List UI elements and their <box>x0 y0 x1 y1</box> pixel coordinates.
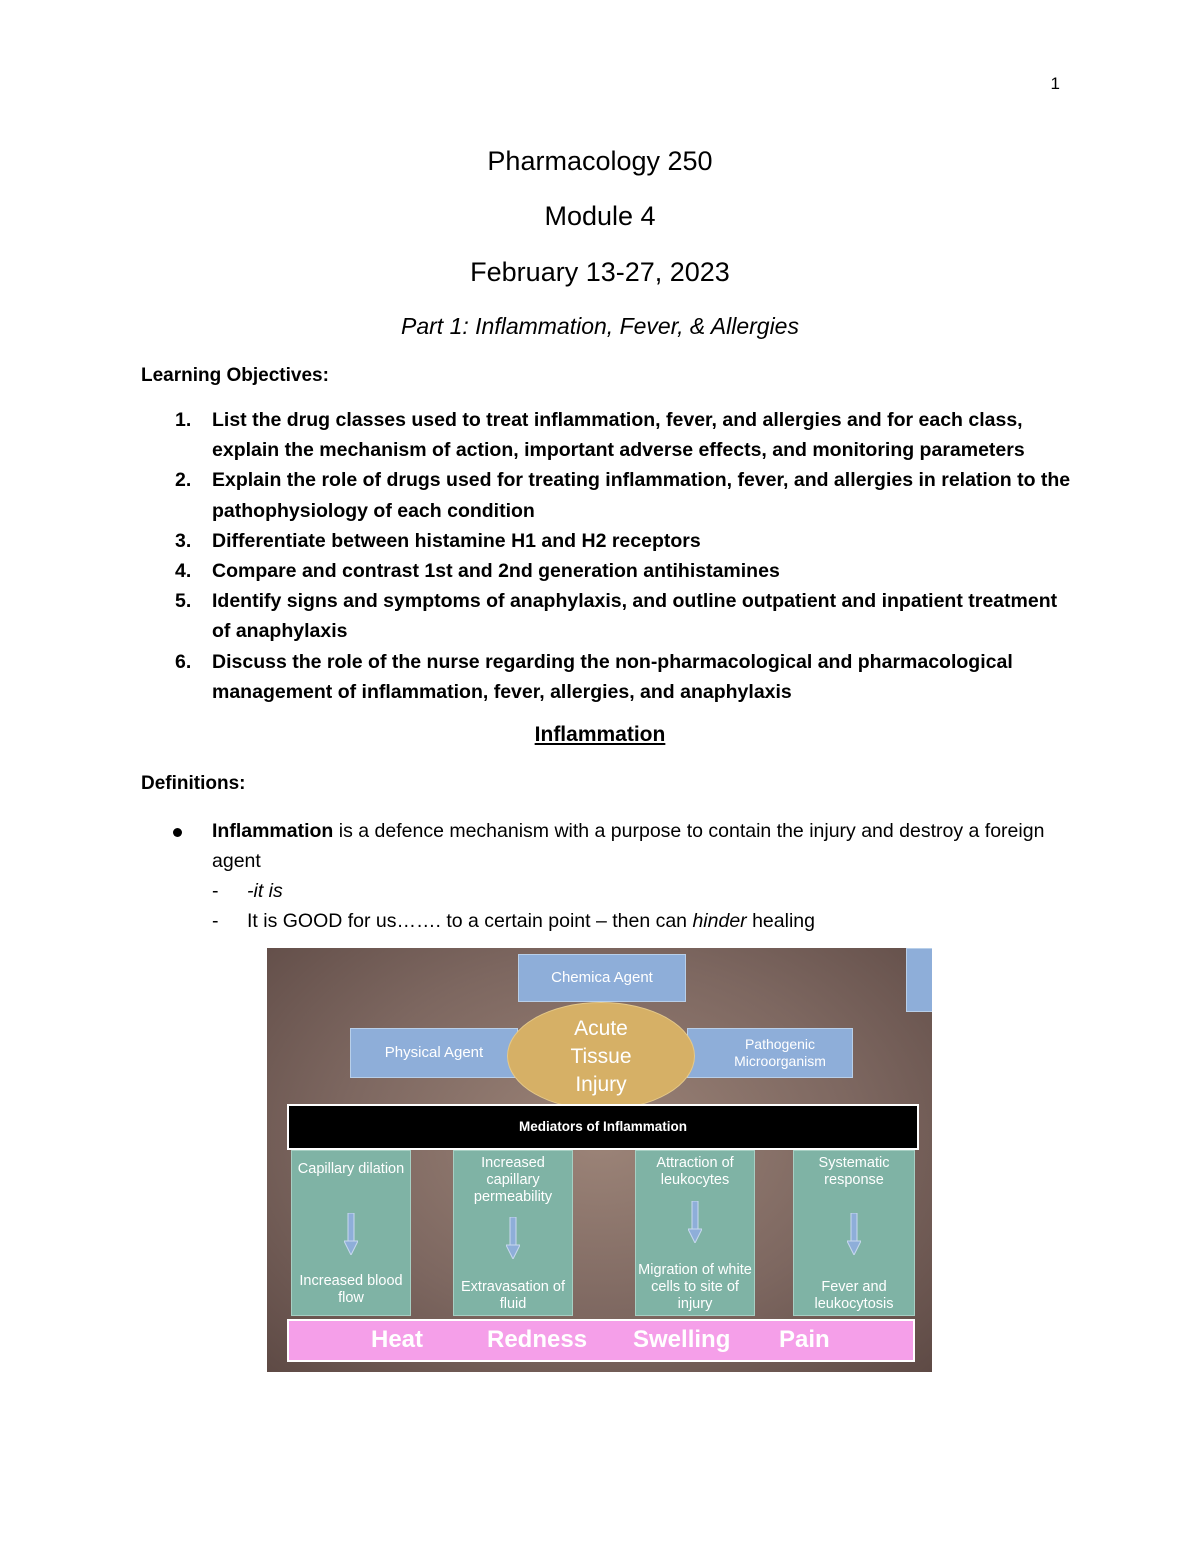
list-number: 1. <box>175 409 192 431</box>
list-text: Discuss the role of the nurse regarding the non-pharmacological and pharmacological management of inflammation, fever, allergies, and anaphylaxis <box>212 650 1013 703</box>
sign-heat: Heat <box>371 1326 424 1353</box>
arrow-down-icon <box>688 1201 702 1243</box>
column-top-text: Increased capillary permeability <box>473 1155 553 1205</box>
column-top-text: Attraction of leukocytes <box>656 1155 734 1188</box>
list-item <box>141 405 1071 465</box>
chemical-agent-box: Chemica Agent <box>518 954 686 1002</box>
column-capillary-permeability <box>453 1150 573 1316</box>
list-item <box>141 556 1071 586</box>
arrow-down-icon <box>506 1217 520 1259</box>
center-line: Acute <box>574 1017 628 1040</box>
inflammation-diagram <box>267 948 932 1372</box>
column-systematic-response <box>793 1150 915 1316</box>
list-number: 3. <box>175 529 192 552</box>
list-text: Compare and contrast 1st and 2nd generation antihistamines <box>212 560 780 583</box>
column-top-text: Capillary dilation <box>297 1161 405 1177</box>
physical-agent-box: Physical Agent <box>350 1028 518 1078</box>
column-bottom-text: Migration of white cells to site of injury <box>638 1262 752 1312</box>
list-number: 5. <box>175 590 192 613</box>
dash-marker: - <box>212 880 219 902</box>
document-title: Pharmacology 250 <box>487 146 713 176</box>
list-text: Identify signs and symptoms of anaphylaxis, and outline outpatient and inpatient treatment of anaphylaxis <box>212 590 1058 643</box>
arrow-down-icon <box>344 1213 358 1255</box>
list-number: 6. <box>175 650 192 673</box>
bullet-icon <box>173 828 182 837</box>
sign-redness: Redness <box>487 1326 588 1353</box>
column-bottom-text: Fever and leukocytosis <box>814 1279 894 1312</box>
mediators-banner: Mediators of Inflammation <box>287 1104 919 1150</box>
column-bottom-text: Extravasation of fluid <box>461 1279 565 1312</box>
column-top-text: Systematic response <box>818 1155 890 1188</box>
list-item <box>141 647 1071 707</box>
decorative-block <box>906 948 932 1012</box>
column-capillary-dilation <box>291 1150 411 1316</box>
bullet-text: is a defence mechanism with a purpose to contain the injury and destroy a foreign agent <box>212 820 1045 872</box>
list-number: 4. <box>175 560 192 583</box>
definitions-heading: Definitions: <box>141 773 246 794</box>
list-item <box>141 586 1071 646</box>
learning-objectives-list <box>141 405 1071 707</box>
bullet-item <box>141 816 1071 876</box>
center-line: Injury <box>575 1073 627 1096</box>
list-number: 2. <box>175 469 192 492</box>
sub-item <box>141 876 1071 906</box>
list-item <box>141 465 1071 525</box>
list-text: List the drug classes used to treat inflammation, fever, and allergies and for each class, explain the mechanism of action, important adverse effects, and monitoring parameters <box>212 409 1025 462</box>
cardinal-signs-bar <box>287 1319 915 1362</box>
sub-item-text-end: healing <box>746 910 815 932</box>
sub-item <box>141 906 1071 936</box>
page-number: 1 <box>1050 74 1060 93</box>
sub-item-text: It is GOOD for us……. to a certain point – then can <box>247 910 693 932</box>
bullet-term: Inflammation <box>212 820 334 842</box>
sub-item-text: -it is <box>247 880 283 902</box>
part-subtitle: Part 1: Inflammation, Fever, & Allergies <box>401 313 799 339</box>
section-title-inflammation: Inflammation <box>534 723 666 746</box>
sub-item-emphasis: hinder <box>692 910 747 932</box>
list-item <box>141 526 1071 556</box>
learning-objectives-heading: Learning Objectives: <box>141 365 329 386</box>
arrow-down-icon <box>847 1213 861 1255</box>
definitions-list <box>141 816 1071 936</box>
center-line: Tissue <box>570 1045 632 1068</box>
acute-tissue-injury-ellipse <box>507 1002 695 1110</box>
column-attraction-leukocytes <box>635 1150 755 1316</box>
date-range: February 13-27, 2023 <box>470 257 730 287</box>
column-bottom-text: Increased blood flow <box>299 1273 403 1306</box>
module-label: Module 4 <box>544 201 656 231</box>
list-text: Explain the role of drugs used for treating inflammation, fever, and allergies in relation to the pathophysiology of each condition <box>212 469 1071 522</box>
dash-marker: - <box>212 910 219 932</box>
sign-swelling: Swelling <box>633 1326 731 1353</box>
pathogenic-box <box>687 1028 853 1078</box>
list-text: Differentiate between histamine H1 and H2 receptors <box>212 529 701 552</box>
sign-pain: Pain <box>779 1326 830 1353</box>
pathogenic-label: Pathogenic Microorganism <box>734 1036 826 1069</box>
